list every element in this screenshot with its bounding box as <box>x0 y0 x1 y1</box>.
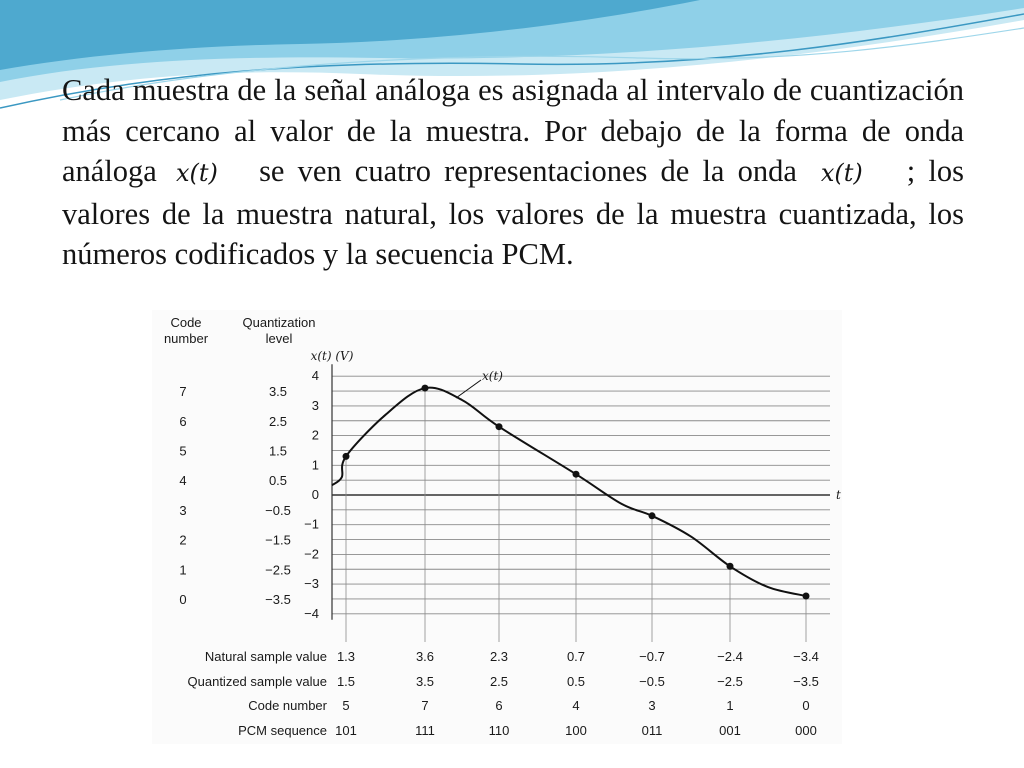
paragraph-part-2: se ven cuatro representaciones de la onda <box>259 154 797 188</box>
y-tick-label: −4 <box>304 605 319 621</box>
table-cell: 1.5 <box>336 674 356 689</box>
math-symbol-x-t-2: x(t) <box>820 159 863 187</box>
table-cell: −2.5 <box>717 674 743 689</box>
table-cell: 4 <box>572 698 580 713</box>
table-cell: −2.4 <box>717 649 743 664</box>
math-symbol-x-t: x(t) <box>176 159 218 187</box>
y-tick-label: 0 <box>311 487 319 502</box>
sample-point <box>422 385 429 392</box>
table-cell: 3 <box>648 698 656 713</box>
paragraph-part-1: Cada muestra de la señal análoga es asignada al intervalo de cuantización más cercano al valor de la muestra. Por debajo de la forma de onda análoga <box>62 73 964 188</box>
table-cell: 0 <box>802 698 810 713</box>
y-tick-label: 4 <box>311 368 319 384</box>
y-axis-label: x(t) (V) <box>310 349 354 363</box>
sample-point <box>649 512 656 519</box>
table-cell: 1.3 <box>336 649 356 664</box>
table-cell: 0.5 <box>566 674 586 689</box>
quantization-level-label: 3.5 <box>268 384 288 400</box>
y-tick-label: −1 <box>304 516 319 532</box>
header-code-number: number <box>163 331 209 346</box>
table-cell: 011 <box>641 723 663 738</box>
table-cell: 001 <box>719 723 741 738</box>
y-tick-label: 2 <box>311 427 319 443</box>
table-cell: 110 <box>488 723 510 738</box>
table-cell: 111 <box>415 723 435 738</box>
table-cell: 000 <box>795 723 817 738</box>
y-tick-label: −3 <box>304 576 319 592</box>
table-cell: 5 <box>342 698 350 713</box>
code-number-label: 4 <box>179 473 187 489</box>
table-cell: 1 <box>726 698 734 713</box>
table-cell: 100 <box>565 723 587 738</box>
code-number-label: 1 <box>179 562 187 578</box>
table-cell: −3.4 <box>793 649 819 664</box>
header-quantization-level: Quantization <box>242 315 316 330</box>
sample-point <box>573 471 580 478</box>
table-row-label: PCM sequence <box>238 723 327 738</box>
quantization-level-label: 2.5 <box>268 413 288 429</box>
code-number-label: 6 <box>179 413 187 429</box>
y-tick-label: 3 <box>311 397 319 413</box>
y-tick-label: −2 <box>304 546 319 562</box>
code-number-label: 5 <box>179 443 187 459</box>
table-cell: 7 <box>421 698 429 713</box>
y-tick-label: 1 <box>311 457 319 473</box>
analog-signal-curve <box>332 388 806 596</box>
table-cell: −0.7 <box>639 649 665 664</box>
quantization-level-label: 1.5 <box>268 443 288 459</box>
table-cell: 6 <box>495 698 503 713</box>
table-cell: 3.6 <box>415 649 435 664</box>
sample-point <box>727 563 734 570</box>
header-quantization-level: level <box>265 331 293 346</box>
table-row-label: Quantized sample value <box>187 674 327 689</box>
table-cell: 2.3 <box>489 649 509 664</box>
table-row-label: Natural sample value <box>204 649 327 664</box>
code-number-label: 3 <box>179 502 187 518</box>
table-cell: −3.5 <box>793 674 819 689</box>
curve-label: x(t) <box>482 369 503 383</box>
table-row-label: Code number <box>248 698 327 713</box>
sample-point <box>496 423 503 430</box>
paragraph-part-3: ; los valores de la muestra natural, los valores de la muestra cuantizada, los números codificados y la secuencia PCM. <box>62 154 965 271</box>
code-number-label: 0 <box>179 591 187 607</box>
table-cell: 2.5 <box>489 674 509 689</box>
quantization-level-label: 0.5 <box>268 473 288 489</box>
x-axis-label: t <box>836 488 841 502</box>
quantization-level-label: −3.5 <box>265 591 291 607</box>
sample-point <box>803 592 810 599</box>
quantization-level-label: −2.5 <box>265 562 291 578</box>
code-number-label: 7 <box>179 384 187 400</box>
pcm-figure <box>152 310 842 744</box>
table-cell: 0.7 <box>566 649 586 664</box>
table-cell: −0.5 <box>639 674 665 689</box>
quantization-level-label: −0.5 <box>265 502 291 518</box>
table-cell: 101 <box>335 723 357 738</box>
header-code-number: Code <box>170 315 202 330</box>
sample-point <box>343 453 350 460</box>
slide-paragraph <box>62 70 964 275</box>
code-number-label: 2 <box>179 532 187 548</box>
quantization-level-label: −1.5 <box>265 532 291 548</box>
table-cell: 3.5 <box>415 674 435 689</box>
pcm-chart <box>152 310 842 744</box>
curve-label-leader <box>456 380 481 398</box>
